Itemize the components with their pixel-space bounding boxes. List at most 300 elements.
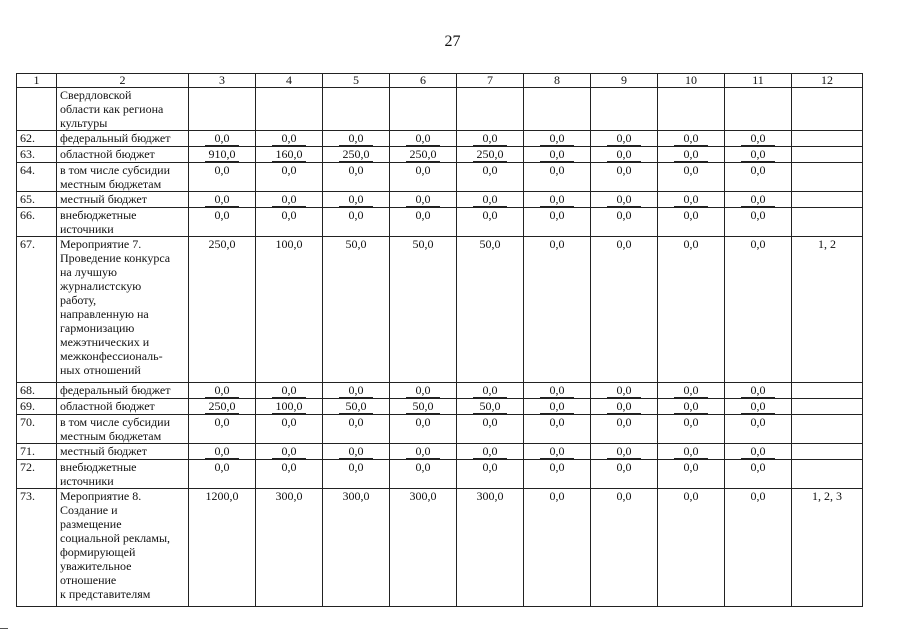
- value-cell: [725, 192, 792, 208]
- column-header-8: 8: [524, 74, 591, 88]
- note-cell: 1, 2: [792, 237, 863, 383]
- scan-artifact: [0, 628, 8, 629]
- value-text: 0,0: [482, 208, 498, 222]
- value-text: 50,0: [339, 399, 373, 414]
- value-text: 0,0: [549, 489, 565, 503]
- value-text: 300,0: [342, 489, 370, 503]
- value-cell: [189, 163, 256, 192]
- value-text: 0,0: [406, 192, 440, 207]
- value-cell: [658, 163, 725, 192]
- value-text: [406, 98, 440, 99]
- row-number: 67.: [17, 237, 57, 383]
- value-text: 0,0: [473, 192, 507, 207]
- value-text: 0,0: [281, 208, 297, 222]
- value-cell: [189, 444, 256, 460]
- value-cell: [189, 489, 256, 607]
- table-row: [17, 415, 863, 444]
- value-text: 0,0: [415, 415, 431, 429]
- column-header-2: 2: [57, 74, 189, 88]
- row-number: 70.: [17, 415, 57, 444]
- note-cell: [792, 415, 863, 444]
- value-cell: [591, 208, 658, 237]
- value-text: 0,0: [683, 460, 699, 474]
- value-text: 0,0: [473, 383, 507, 398]
- value-cell: [256, 88, 323, 131]
- note-cell: [792, 192, 863, 208]
- table-header-row: [17, 74, 863, 88]
- value-cell: [457, 415, 524, 444]
- value-cell: [189, 88, 256, 131]
- value-cell: [390, 88, 457, 131]
- value-cell: [524, 489, 591, 607]
- value-text: 0,0: [205, 383, 239, 398]
- table-row: [17, 131, 863, 147]
- value-text: 250,0: [473, 147, 507, 162]
- table-body: [17, 88, 863, 607]
- row-number: 68.: [17, 383, 57, 399]
- value-cell: [658, 237, 725, 383]
- value-text: 0,0: [272, 131, 306, 146]
- value-cell: [524, 147, 591, 163]
- value-text: 0,0: [674, 383, 708, 398]
- value-cell: [725, 208, 792, 237]
- value-cell: [725, 489, 792, 607]
- value-cell: [323, 460, 390, 489]
- value-cell: [457, 88, 524, 131]
- value-cell: [323, 163, 390, 192]
- value-cell: [256, 399, 323, 415]
- value-cell: [323, 208, 390, 237]
- budget-table: [16, 73, 863, 607]
- table-row: [17, 460, 863, 489]
- value-cell: [457, 399, 524, 415]
- value-text: 0,0: [741, 444, 775, 459]
- value-cell: [725, 237, 792, 383]
- value-cell: [189, 383, 256, 399]
- note-cell: [792, 88, 863, 131]
- value-cell: [457, 489, 524, 607]
- value-text: 0,0: [540, 444, 574, 459]
- row-label: внебюджетные источники: [57, 208, 189, 237]
- value-text: [272, 98, 306, 99]
- value-cell: [725, 460, 792, 489]
- value-text: 0,0: [616, 460, 632, 474]
- value-text: 0,0: [205, 444, 239, 459]
- value-text: 50,0: [473, 399, 507, 414]
- value-cell: [256, 415, 323, 444]
- value-text: 0,0: [415, 460, 431, 474]
- row-label: в том числе субсидии местным бюджетам: [57, 163, 189, 192]
- value-text: 0,0: [683, 208, 699, 222]
- value-text: 0,0: [674, 192, 708, 207]
- row-number: 72.: [17, 460, 57, 489]
- value-cell: [256, 489, 323, 607]
- value-text: 0,0: [607, 131, 641, 146]
- table-row: [17, 444, 863, 460]
- value-cell: [323, 489, 390, 607]
- value-cell: [390, 383, 457, 399]
- table-row: [17, 147, 863, 163]
- value-cell: [323, 237, 390, 383]
- value-text: 100,0: [275, 237, 303, 251]
- value-text: 0,0: [549, 163, 565, 177]
- value-text: 0,0: [339, 383, 373, 398]
- value-cell: [524, 444, 591, 460]
- row-label: федеральный бюджет: [57, 131, 189, 147]
- row-label: Свердловской области как региона культуры: [57, 88, 189, 131]
- row-label: в том числе субсидии местным бюджетам: [57, 415, 189, 444]
- value-cell: [457, 192, 524, 208]
- value-text: 0,0: [205, 192, 239, 207]
- value-cell: [725, 147, 792, 163]
- table-row: [17, 88, 863, 131]
- value-cell: [591, 163, 658, 192]
- value-cell: [658, 88, 725, 131]
- value-cell: [658, 383, 725, 399]
- value-text: 300,0: [275, 489, 303, 503]
- value-text: 50,0: [406, 399, 440, 414]
- note-cell: [792, 444, 863, 460]
- table-row: [17, 192, 863, 208]
- note-cell: [792, 131, 863, 147]
- value-cell: [457, 444, 524, 460]
- value-cell: [524, 399, 591, 415]
- value-text: 0,0: [406, 131, 440, 146]
- value-cell: [256, 237, 323, 383]
- row-label: областной бюджет: [57, 399, 189, 415]
- value-text: 0,0: [741, 383, 775, 398]
- value-cell: [524, 163, 591, 192]
- value-text: 0,0: [741, 147, 775, 162]
- value-text: 0,0: [607, 147, 641, 162]
- row-number: 73.: [17, 489, 57, 607]
- value-text: 0,0: [750, 163, 766, 177]
- column-header-6: 6: [390, 74, 457, 88]
- value-cell: [390, 208, 457, 237]
- value-cell: [725, 415, 792, 444]
- value-cell: [591, 192, 658, 208]
- column-header-7: 7: [457, 74, 524, 88]
- value-text: 0,0: [473, 444, 507, 459]
- value-cell: [658, 415, 725, 444]
- value-cell: [390, 460, 457, 489]
- column-header-12: 12: [792, 74, 863, 88]
- value-text: 0,0: [607, 383, 641, 398]
- value-text: 0,0: [750, 460, 766, 474]
- value-cell: [725, 444, 792, 460]
- value-text: 0,0: [406, 444, 440, 459]
- value-text: 0,0: [674, 444, 708, 459]
- value-text: 0,0: [750, 415, 766, 429]
- value-text: 50,0: [479, 237, 501, 251]
- value-cell: [189, 147, 256, 163]
- value-cell: [524, 88, 591, 131]
- value-text: 0,0: [607, 399, 641, 414]
- value-text: 0,0: [214, 460, 230, 474]
- value-text: 0,0: [482, 460, 498, 474]
- value-cell: [390, 415, 457, 444]
- value-text: 0,0: [616, 415, 632, 429]
- value-text: 0,0: [540, 131, 574, 146]
- row-number: 64.: [17, 163, 57, 192]
- column-header-3: 3: [189, 74, 256, 88]
- value-cell: [189, 237, 256, 383]
- value-cell: [591, 489, 658, 607]
- value-cell: [256, 131, 323, 147]
- column-header-4: 4: [256, 74, 323, 88]
- note-cell: [792, 208, 863, 237]
- value-text: 0,0: [214, 415, 230, 429]
- note-cell: [792, 383, 863, 399]
- value-cell: [256, 208, 323, 237]
- value-text: 250,0: [339, 147, 373, 162]
- row-label: областной бюджет: [57, 147, 189, 163]
- value-cell: [591, 131, 658, 147]
- value-cell: [725, 383, 792, 399]
- value-text: 0,0: [674, 131, 708, 146]
- column-header-1: 1: [17, 74, 57, 88]
- value-text: 0,0: [683, 415, 699, 429]
- value-cell: [658, 460, 725, 489]
- value-text: 0,0: [607, 444, 641, 459]
- value-text: 300,0: [409, 489, 437, 503]
- table-row: [17, 237, 863, 383]
- value-cell: [256, 192, 323, 208]
- value-cell: [256, 383, 323, 399]
- value-text: 0,0: [272, 444, 306, 459]
- value-text: 0,0: [272, 192, 306, 207]
- page-number: 27: [444, 33, 461, 50]
- value-cell: [524, 415, 591, 444]
- value-cell: [390, 163, 457, 192]
- value-cell: [189, 131, 256, 147]
- value-cell: [725, 88, 792, 131]
- value-text: 0,0: [281, 163, 297, 177]
- value-text: 50,0: [412, 237, 434, 251]
- value-cell: [323, 444, 390, 460]
- value-cell: [189, 208, 256, 237]
- value-text: 250,0: [208, 237, 236, 251]
- value-cell: [189, 399, 256, 415]
- value-cell: [457, 460, 524, 489]
- value-cell: [256, 147, 323, 163]
- value-cell: [323, 415, 390, 444]
- value-cell: [725, 399, 792, 415]
- row-label: местный бюджет: [57, 444, 189, 460]
- value-text: 0,0: [540, 192, 574, 207]
- row-number: 69.: [17, 399, 57, 415]
- value-text: 300,0: [476, 489, 504, 503]
- value-cell: [457, 131, 524, 147]
- note-cell: [792, 399, 863, 415]
- value-cell: [390, 131, 457, 147]
- value-cell: [524, 383, 591, 399]
- value-text: 0,0: [339, 131, 373, 146]
- value-cell: [591, 383, 658, 399]
- value-cell: [658, 208, 725, 237]
- value-text: [607, 98, 641, 99]
- value-cell: [390, 399, 457, 415]
- value-text: 0,0: [339, 192, 373, 207]
- value-cell: [457, 237, 524, 383]
- value-text: 0,0: [616, 489, 632, 503]
- value-text: 160,0: [272, 147, 306, 162]
- row-label: Мероприятие 7. Проведение конкурса на лучшую журналистскую работу, направленную на гармонизацию межэтнических и межконфессиональ- ных отношений: [57, 237, 189, 383]
- note-cell: 1, 2, 3: [792, 489, 863, 607]
- value-text: 0,0: [750, 237, 766, 251]
- value-text: [339, 98, 373, 99]
- value-text: 910,0: [205, 147, 239, 162]
- value-cell: [591, 460, 658, 489]
- value-cell: [189, 192, 256, 208]
- value-text: 0,0: [741, 131, 775, 146]
- value-text: 0,0: [683, 237, 699, 251]
- note-cell: [792, 163, 863, 192]
- row-number: 71.: [17, 444, 57, 460]
- value-text: 0,0: [674, 147, 708, 162]
- value-text: 0,0: [549, 415, 565, 429]
- value-cell: [524, 208, 591, 237]
- value-text: 250,0: [205, 399, 239, 414]
- table-row: [17, 489, 863, 607]
- value-text: 0,0: [683, 489, 699, 503]
- table-row: [17, 208, 863, 237]
- value-cell: [457, 163, 524, 192]
- value-cell: [457, 383, 524, 399]
- column-header-9: 9: [591, 74, 658, 88]
- table-row: [17, 383, 863, 399]
- value-text: 0,0: [540, 147, 574, 162]
- value-cell: [524, 237, 591, 383]
- value-cell: [591, 147, 658, 163]
- value-cell: [323, 131, 390, 147]
- value-text: 0,0: [348, 460, 364, 474]
- value-cell: [256, 444, 323, 460]
- value-text: 100,0: [272, 399, 306, 414]
- value-text: 0,0: [205, 131, 239, 146]
- value-cell: [390, 192, 457, 208]
- value-text: 0,0: [549, 237, 565, 251]
- value-cell: [323, 399, 390, 415]
- column-header-11: 11: [725, 74, 792, 88]
- value-cell: [256, 163, 323, 192]
- value-text: 0,0: [272, 383, 306, 398]
- value-cell: [323, 88, 390, 131]
- value-text: 0,0: [540, 383, 574, 398]
- value-text: 0,0: [674, 399, 708, 414]
- row-number: 65.: [17, 192, 57, 208]
- value-cell: [591, 444, 658, 460]
- value-text: [205, 98, 239, 99]
- value-cell: [390, 444, 457, 460]
- value-cell: [524, 131, 591, 147]
- value-cell: [457, 147, 524, 163]
- value-text: 0,0: [482, 163, 498, 177]
- value-cell: [524, 460, 591, 489]
- table-row: [17, 163, 863, 192]
- value-cell: [658, 192, 725, 208]
- column-header-5: 5: [323, 74, 390, 88]
- value-text: 250,0: [406, 147, 440, 162]
- value-text: 0,0: [616, 237, 632, 251]
- row-number: 63.: [17, 147, 57, 163]
- value-text: 0,0: [339, 444, 373, 459]
- value-cell: [658, 489, 725, 607]
- value-text: 0,0: [616, 163, 632, 177]
- value-cell: [323, 192, 390, 208]
- value-cell: [591, 88, 658, 131]
- value-text: 0,0: [741, 192, 775, 207]
- row-label: местный бюджет: [57, 192, 189, 208]
- value-text: 0,0: [741, 399, 775, 414]
- row-label: федеральный бюджет: [57, 383, 189, 399]
- value-text: 0,0: [683, 163, 699, 177]
- value-cell: [457, 208, 524, 237]
- value-cell: [725, 131, 792, 147]
- value-text: 0,0: [281, 415, 297, 429]
- value-text: 0,0: [473, 131, 507, 146]
- value-cell: [189, 460, 256, 489]
- value-text: [741, 98, 775, 99]
- value-text: 0,0: [607, 192, 641, 207]
- value-text: 0,0: [616, 208, 632, 222]
- value-text: 0,0: [750, 489, 766, 503]
- value-text: 0,0: [214, 208, 230, 222]
- value-cell: [390, 489, 457, 607]
- row-label: внебюджетные источники: [57, 460, 189, 489]
- value-text: [674, 98, 708, 99]
- row-number: 66.: [17, 208, 57, 237]
- row-number: 62.: [17, 131, 57, 147]
- value-text: 0,0: [415, 208, 431, 222]
- row-label: Мероприятие 8. Создание и размещение социальной рекламы, формирующей уважительное отношение к представителям: [57, 489, 189, 607]
- value-text: [540, 98, 574, 99]
- column-header-10: 10: [658, 74, 725, 88]
- value-text: 0,0: [415, 163, 431, 177]
- value-text: [473, 98, 507, 99]
- value-cell: [390, 237, 457, 383]
- value-text: 0,0: [348, 208, 364, 222]
- value-text: 0,0: [406, 383, 440, 398]
- value-cell: [323, 383, 390, 399]
- value-cell: [658, 147, 725, 163]
- value-cell: [591, 237, 658, 383]
- value-text: 0,0: [750, 208, 766, 222]
- note-cell: [792, 147, 863, 163]
- value-text: 50,0: [345, 237, 367, 251]
- value-text: 0,0: [348, 163, 364, 177]
- value-cell: [591, 415, 658, 444]
- value-cell: [658, 399, 725, 415]
- value-cell: [725, 163, 792, 192]
- table-row: [17, 399, 863, 415]
- value-cell: [658, 131, 725, 147]
- value-cell: [524, 192, 591, 208]
- note-cell: [792, 460, 863, 489]
- value-text: 1200,0: [205, 489, 239, 503]
- value-cell: [189, 415, 256, 444]
- value-cell: [658, 444, 725, 460]
- value-text: 0,0: [549, 208, 565, 222]
- value-text: 0,0: [540, 399, 574, 414]
- value-text: 0,0: [281, 460, 297, 474]
- value-text: 0,0: [549, 460, 565, 474]
- value-text: 0,0: [482, 415, 498, 429]
- value-cell: [256, 460, 323, 489]
- value-cell: [591, 399, 658, 415]
- value-text: 0,0: [214, 163, 230, 177]
- value-cell: [390, 147, 457, 163]
